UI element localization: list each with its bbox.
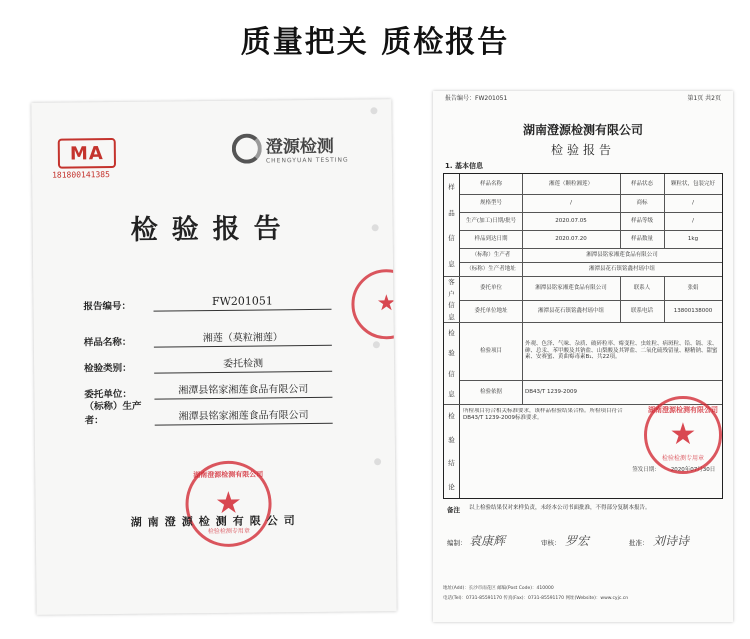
cell-label: 联系人 <box>633 284 651 291</box>
cell-value: 颗粒状，包装完好 <box>670 180 715 187</box>
cell-value: 湘莲（颗粒湘莲） <box>548 180 593 187</box>
side-label-conclusion: 检 验 结 论 <box>444 404 460 498</box>
cell-value: DB43/T 1239-2009 <box>525 388 577 395</box>
cell-value: 2020.07.20 <box>555 235 587 242</box>
cell-value: 外观、色泽、气味、杂质、破碎粒率、霉变粒、虫蛀粒、病斑粒、铅、镉、汞、砷、总汞、苯甲酸及其钠盐、山梨酸及其钾盐、二氧化硫残留量、糖精钠、甜蜜素、安赛蜜、黄曲霉毒素B₁、共22项。 <box>525 341 718 361</box>
cell-value: 湘潭县铭家湘莲食品有限公司 <box>586 251 658 258</box>
seal-star-icon: ★ <box>376 291 397 317</box>
cell-label: 样品状态 <box>630 180 653 187</box>
cell-label: （标称）生产者地址 <box>466 265 516 272</box>
sig-approve-label: 批准： <box>629 539 649 547</box>
banner-title: 质量把关 质检报告 <box>240 25 510 60</box>
report-company: 湖南澄源检测有限公司 <box>522 123 643 137</box>
cell-label: 样品等级 <box>630 217 653 224</box>
cma-mark: MA <box>58 138 116 169</box>
side-label-sample: 样 品 信 息 <box>444 174 460 276</box>
cell-value: 13800138000 <box>673 307 713 314</box>
cell-value: / <box>570 199 572 206</box>
cell-value: / <box>692 199 694 206</box>
footer-address: 地址(Add)：长沙市雨花区 邮编(Post Code)：410000 <box>443 586 554 591</box>
cell-label: 样品到达日期 <box>474 235 508 242</box>
cma-number: 181800141385 <box>52 170 110 180</box>
page-number: 第1页 共2页 <box>687 95 721 102</box>
sig-prepared-label: 编制： <box>447 539 467 547</box>
sig-review-label: 审核： <box>541 539 561 547</box>
company-seal-stamp: 湖南澄源检测有限公司 ★ 检验检测专用章 <box>644 396 722 474</box>
sig-prepared: 袁康辉 <box>469 534 506 548</box>
seal-star-icon: ★ <box>669 417 697 452</box>
cell-value: 湘潭县铭家湘莲食品有限公司 <box>535 284 607 291</box>
report-detail-document <box>433 91 733 622</box>
section-heading: 1. 基本信息 <box>445 162 483 170</box>
report-number: 报告编号：FW201051 <box>445 95 508 102</box>
logo-ring-icon <box>232 133 262 163</box>
issuer-company: 湖南澄源检测有限公司 <box>130 514 301 529</box>
cell-value: 2020.07.05 <box>555 217 587 224</box>
cell-label: 检验项目 <box>479 347 502 354</box>
remark-text: 以上检验结果仅对来样负责，未经本公司书面批准，不得部分复制本报告。 <box>469 505 651 511</box>
report-title: 检验报告 <box>130 213 295 246</box>
cell-label: （标称）生产者 <box>471 251 511 258</box>
cell-value: 张娟 <box>687 284 699 291</box>
cell-label: 样品数量 <box>630 235 653 242</box>
cma-certification-logo <box>52 138 130 180</box>
cell-label: 样品名称 <box>479 180 502 187</box>
conclusion-text: 所检项目符合相关标准要求，该样品检验结果合格。所检项目符合DB43/T 1239-2009标准要求。 <box>463 408 623 421</box>
field-test-type: 检验类别： 委托检测 <box>84 352 332 375</box>
report-title: 检验报告 <box>550 143 615 157</box>
cell-value: 1kg <box>687 235 699 242</box>
cell-label: 规格型号 <box>479 199 502 206</box>
cell-label: 检验依据 <box>479 388 502 395</box>
field-sample-name: 样品名称： 湘莲（莫粒湘莲） <box>84 326 332 349</box>
issue-date: 2020年07月30日 <box>670 466 716 473</box>
field-producer: （标称）生产者： 湘潭县铭家湘莲食品有限公司 <box>85 404 333 427</box>
company-logo <box>232 132 349 165</box>
company-seal-stamp: 湖南澄源检测有限公司 ★ 检验检测专用章 <box>185 460 272 547</box>
cell-value: / <box>692 217 694 224</box>
sig-review: 罗宏 <box>565 534 590 548</box>
basic-info-table <box>443 173 723 499</box>
report-cover-document <box>31 99 396 615</box>
remark-label: 备注 <box>447 506 460 514</box>
footer-contact: 电话(Tel)：0731-85591170 传真(Fax)：0731-85591170 网址(Website)：www.cyjc.cn <box>443 596 629 601</box>
side-label-client: 客 户 信 息 <box>444 276 460 322</box>
side-label-test: 检 验 信 息 <box>444 322 460 404</box>
edge-seal-stamp <box>351 269 397 340</box>
issue-date-label: 签发日期： <box>632 466 660 473</box>
field-report-no: 报告编号： FW201051 <box>83 290 331 313</box>
cell-label: 商标 <box>636 199 648 206</box>
cell-label: 委托单位 <box>479 284 502 291</box>
cell-label: 生产(加工)日期/批号 <box>465 217 517 224</box>
cell-label: 委托单位地址 <box>474 307 508 314</box>
report-header-strip <box>445 93 721 102</box>
cell-value: 湘潭县花石镇铭鑫村瑶中组 <box>588 265 655 272</box>
field-client: 委托单位： 湘潭县铭家湘莲食品有限公司 <box>84 378 332 401</box>
logo-english: CHENGYUAN TESTING <box>265 156 349 165</box>
cell-label: 联系电话 <box>630 307 653 314</box>
logo-name: 澄源检测 <box>265 136 334 158</box>
cell-value: 湘潭县花石镇铭鑫村瑶中组 <box>537 307 604 314</box>
seal-star-icon: ★ <box>214 485 243 521</box>
sig-approve: 刘诗诗 <box>653 534 690 548</box>
page-banner <box>0 0 750 78</box>
